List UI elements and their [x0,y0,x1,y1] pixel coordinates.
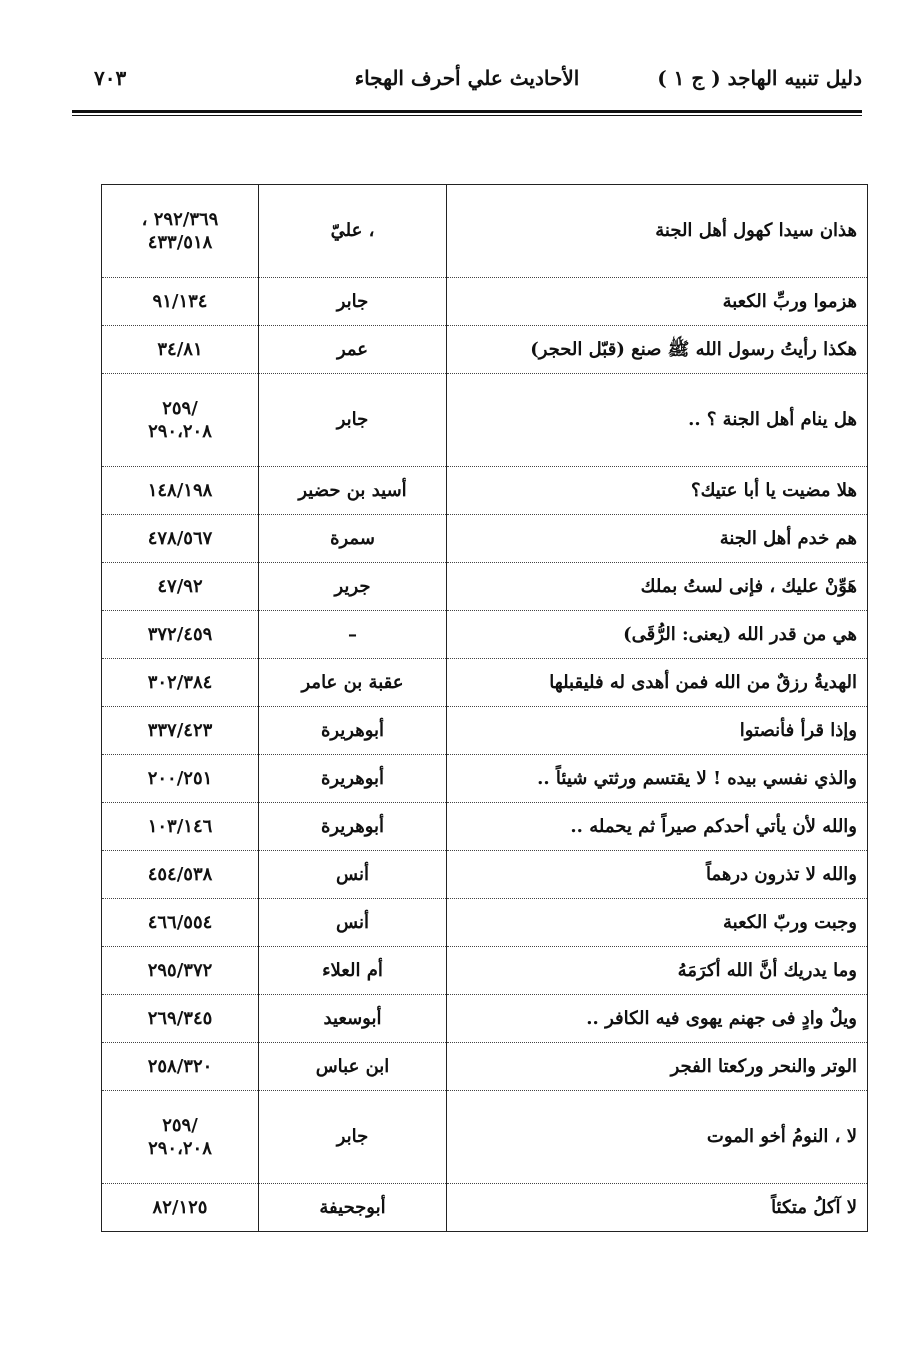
hadith-text: لا ، النومُ أخو الموت [447,1091,868,1184]
table-row [102,326,868,374]
reference-number: ٢٩٠،٢٠٨ [148,421,212,442]
hadith-text: والله لأن يأتي أحدكم صيراً ثم يحمله .. [447,803,868,851]
header-rule-thick [72,110,862,113]
reference-number: ٤٣٣/٥١٨ [147,232,213,253]
page-header [72,64,862,104]
table-row [102,659,868,707]
reference-cell [102,851,259,899]
table-row [102,467,868,515]
hadith-text: وإذا قرأ فأنصتوا [447,707,868,755]
hadith-text: وجبت وربّ الكعبة [447,899,868,947]
narrator: ، عليّ [259,185,447,278]
reference-cell [102,755,259,803]
reference-number: ٢٩٥/٣٧٢ [147,959,213,981]
reference-number: ٢٥٨/٣٢٠ [147,1055,213,1077]
narrator: جابر [259,278,447,326]
book-title: دليل تنبيه الهاجد ( ج ١ ) [657,66,862,90]
narrator: أبوسعيد [259,995,447,1043]
reference-number: ٣٠٢/٣٨٤ [147,671,213,693]
header-rule-thin [72,115,862,116]
page-number: ٧٠٣ [94,66,127,90]
table-body [102,185,868,1232]
narrator: عقبة بن عامر [259,659,447,707]
narrator: أنس [259,851,447,899]
table-row [102,1184,868,1232]
hadith-text: هَوِّنْ عليك ، فإنى لستُ بملك [447,563,868,611]
reference-number: ١٤٨/١٩٨ [147,479,213,501]
hadith-text: هزموا وربِّ الكعبة [447,278,868,326]
narrator: عمر [259,326,447,374]
reference-cell [102,1043,259,1091]
hadith-text: وما يدريك أنَّ الله أكرَمَهُ [447,947,868,995]
table-row [102,278,868,326]
narrator: أبوهريرة [259,755,447,803]
reference-cell [102,185,259,278]
hadith-text: هل ينام أهل الجنة ؟ .. [447,374,868,467]
hadith-text: لا آكلُ متكئاً [447,1184,868,1232]
narrator: جرير [259,563,447,611]
table-row [102,947,868,995]
narrator: أبوهريرة [259,707,447,755]
hadith-text: هذان سيدا كهول أهل الجنة [447,185,868,278]
narrator: ابن عباس [259,1043,447,1091]
table-row [102,374,868,467]
reference-number: ٢٩٢/٣٦٩ ، [141,208,219,230]
table-row [102,899,868,947]
hadith-text: الوتر والنحر وركعتا الفجر [447,1043,868,1091]
section-title: الأحاديث علي أحرف الهجاء [354,66,580,90]
narrator: جابر [259,1091,447,1184]
hadith-text: هي من قدر الله (يعنى: الرُّقَى) [447,611,868,659]
reference-number: ٢٦٩/٣٤٥ [147,1007,213,1029]
reference-cell [102,326,259,374]
table-row [102,1091,868,1184]
reference-cell [102,467,259,515]
reference-cell [102,611,259,659]
table-row [102,1043,868,1091]
table-row [102,803,868,851]
reference-cell [102,374,259,467]
narrator: – [259,611,447,659]
narrator: أبوهريرة [259,803,447,851]
reference-cell [102,515,259,563]
hadith-index-table [101,184,868,1232]
reference-number: ٣٧٢/٤٥٩ [147,623,213,645]
hadith-text: هم خدم أهل الجنة [447,515,868,563]
table-row [102,707,868,755]
table-row [102,995,868,1043]
reference-number: ٣٣٧/٤٢٣ [147,719,213,741]
narrator: أسيد بن حضير [259,467,447,515]
hadith-text: ويلٌ وادٍ فى جهنم يهوى فيه الكافر .. [447,995,868,1043]
reference-number: /٢٥٩ [162,1114,198,1136]
reference-cell [102,995,259,1043]
reference-number: /٢٥٩ [162,397,198,419]
narrator: أبوجحيفة [259,1184,447,1232]
reference-cell [102,947,259,995]
reference-number: ٩١/١٣٤ [152,290,208,312]
reference-number: ٤٧/٩٢ [157,575,203,597]
reference-cell [102,563,259,611]
narrator: جابر [259,374,447,467]
narrator: أم العلاء [259,947,447,995]
reference-cell [102,899,259,947]
hadith-text: هكذا رأيتُ رسول الله ﷺ صنع (قبّل الحجر) [447,326,868,374]
reference-cell [102,659,259,707]
table-row [102,185,868,278]
reference-number: ٤٧٨/٥٦٧ [147,527,213,549]
reference-cell [102,278,259,326]
reference-cell [102,803,259,851]
reference-number: ٤٥٤/٥٣٨ [147,863,213,885]
hadith-text: هلا مضيت يا أبا عتيك؟ [447,467,868,515]
table-row [102,515,868,563]
narrator: سمرة [259,515,447,563]
table-row [102,851,868,899]
table-row [102,755,868,803]
narrator: أنس [259,899,447,947]
reference-cell [102,707,259,755]
reference-number: ٤٦٦/٥٥٤ [147,911,213,933]
reference-number: ٨٢/١٢٥ [152,1196,208,1218]
table-row [102,611,868,659]
hadith-text: والذي نفسي بيده ! لا يقتسم ورثتي شيئاً .. [447,755,868,803]
reference-number: ٢٠٠/٢٥١ [147,767,213,789]
table-row [102,563,868,611]
reference-number: ١٠٣/١٤٦ [147,815,213,837]
reference-number: ٢٩٠،٢٠٨ [148,1138,212,1159]
reference-cell [102,1091,259,1184]
hadith-text: الهديةُ رزقٌ من الله فمن أهدى له فليقبلها [447,659,868,707]
reference-cell [102,1184,259,1232]
hadith-text: والله لا تذرون درهماً [447,851,868,899]
reference-number: ٣٤/٨١ [157,338,203,360]
